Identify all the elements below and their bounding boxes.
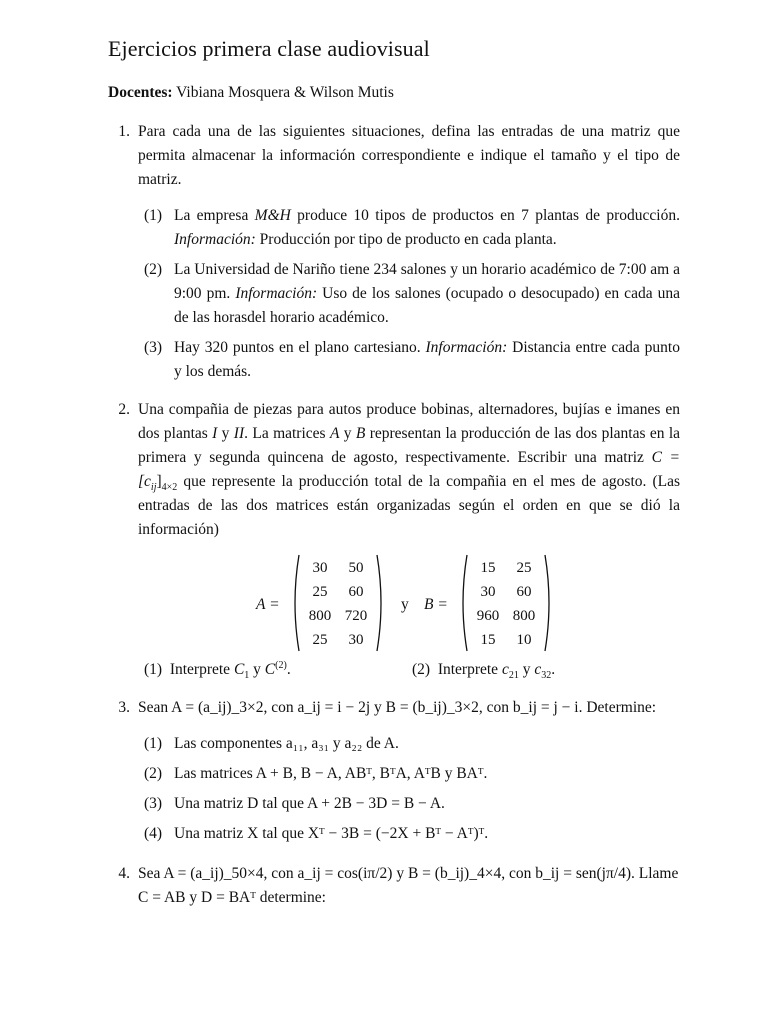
left-paren-b (458, 554, 468, 652)
right-paren-b (544, 554, 554, 652)
right-paren-a (376, 554, 386, 652)
question-2: (2) Interprete $c_{21}$ y $c_{32}$. (412, 661, 556, 682)
document-title: Ejercicios primera clase audiovisual (108, 36, 430, 61)
subitem-3: (3) Una matriz D tal que A + 2B − 3D = B − A. (144, 795, 445, 812)
subitem-text: La empresa M&H produce 10 tipos de productos en 7 plantas de producción. Información: Producción por tipo de producto en cada planta. (174, 207, 680, 248)
exercise-text: Una compañia de piezas para autos produce bobinas, alternadores, bujías e imanes en dos plantas I y II. La matrices A y B representan la producción de las dos plantas en la primera y segunda quincena de agosto, respectivamente. Escribir una matriz $C = [c_{ij}]_{4\times 2}$ que represente la producción total de la compañia en el mes de agosto. (Las entradas de las dos matrices están organizadas según el orden en que se dió la información) (138, 401, 681, 538)
exercise-4 (108, 862, 680, 910)
document-page (108, 36, 680, 918)
subitem-1: (1) Las componentes a₁₁, a₃₁ y a₂₂ de A. (144, 735, 399, 752)
exercise-line-1: Sea A = (a_ij)_50×4, con a_ij = cos(iπ/2) y B = (b_ij)_4×4, con b_ij = sen(jπ/4). Llame (138, 865, 679, 882)
exercise-2 (108, 398, 680, 682)
exercise-3 (108, 696, 680, 852)
matrix-a: 30 50 25 60 800 720 25 30 (308, 560, 368, 648)
exercise-number: 2. (118, 401, 130, 418)
exercise-1 (108, 120, 680, 390)
question-1: (1) Interprete $C_1$ y $C^{(2)}$. (144, 659, 291, 682)
teachers-names: Vibiana Mosquera & Wilson Mutis (176, 84, 394, 101)
exercise-text: Para cada una de las siguientes situaciones, defina las entradas de una matriz que permita almacenar la información correspondiente e indique el tamaño y el tipo de matriz. (138, 123, 680, 188)
teachers-line (108, 84, 680, 102)
subitem-1 (144, 204, 680, 252)
matrix-b-label: B = (424, 596, 448, 613)
matrix-a-label: A = (256, 596, 280, 613)
subitem-3 (144, 336, 680, 384)
subitem-text: Hay 320 puntos en el plano cartesiano. Información: Distancia entre cada punto y los demás. (174, 339, 680, 380)
and-word: y (401, 596, 409, 613)
exercise-line-2: C = AB y D = BAᵀ determine: (138, 889, 326, 906)
exercise-number: 3. (118, 699, 130, 716)
subitem-2: (2) Las matrices A + B, B − A, ABᵀ, BᵀA, AᵀB y BAᵀ. (144, 765, 488, 782)
subitem-number: (2) (144, 261, 163, 278)
exercise-text: Sean A = (a_ij)_3×2, con a_ij = i − 2j y B = (b_ij)_3×2, con b_ij = j − i. Determine: (138, 699, 657, 716)
subitem-4: (4) Una matriz X tal que Xᵀ − 3B = (−2X + Bᵀ − Aᵀ)ᵀ. (144, 825, 489, 842)
subitem-number: (3) (144, 339, 163, 356)
teachers-label: Docentes: (108, 84, 173, 101)
exercise-2-questions (144, 658, 680, 682)
exercise-number: 1. (118, 123, 130, 140)
subitem-number: (1) (144, 207, 163, 224)
matrix-b: 15 25 30 60 960 800 15 10 (476, 560, 536, 648)
left-paren-a (290, 554, 300, 652)
subitem-2 (144, 258, 680, 330)
exercise-number: 4. (118, 865, 130, 882)
subitem-text: La Universidad de Nariño tiene 234 salones y un horario académico de 7:00 am a 9:00 pm. Información: Uso de los salones (ocupado o desocupado) en cada una de las horasdel horario académico. (174, 261, 680, 326)
matrices-display (138, 556, 680, 654)
